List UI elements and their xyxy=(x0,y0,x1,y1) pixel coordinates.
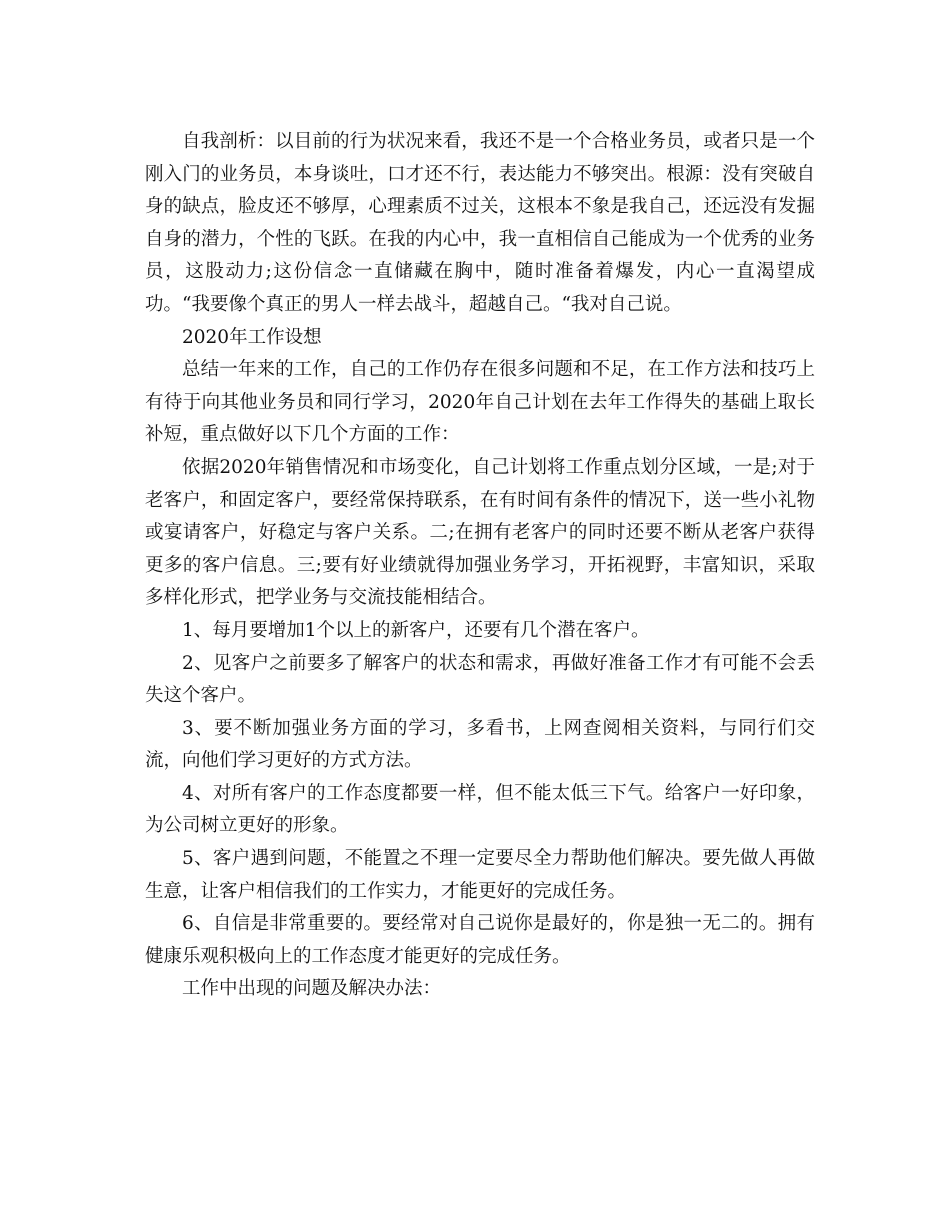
paragraph-year-summary: 总结一年来的工作，自己的工作仍存在很多问题和不足，在工作方法和技巧上有待于向其他业务员和同行学习，2020年自己计划在去年工作得失的基础上取长补短，重点做好以下几个方面的工作： xyxy=(145,359,815,446)
list-item-1: 1、每月要增加1个以上的新客户，还要有几个潜在客户。 xyxy=(182,619,650,641)
list-item-4: 4、对所有客户的工作态度都要一样，但不能太低三下气。给客户一好印象，为公司树立更好的形象。 xyxy=(145,782,815,837)
section-heading-problems: 工作中出现的问题及解决办法： xyxy=(182,978,442,1000)
list-item-3: 3、要不断加强业务方面的学习，多看书，上网查阅相关资料，与同行们交流，向他们学习更好的方式方法。 xyxy=(145,717,815,772)
list-item-2: 2、见客户之前要多了解客户的状态和需求，再做好准备工作才有可能不会丢失这个客户。 xyxy=(145,652,815,707)
paragraph-sales-plan: 依据2020年销售情况和市场变化，自己计划将工作重点划分区域，一是;对于老客户，和固定客户，要经常保持联系，在有时间有条件的情况下，送一些小礼物或宴请客户，好稳定与客户关系。二;在拥有老客户的同时还要不断从老客户获得更多的客户信息。三;要有好业绩就得加强业务学习，开拓视野，丰富知识，采取多样化形式，把学业务与交流技能相结合。 xyxy=(145,456,815,609)
list-item-6: 6、自信是非常重要的。要经常对自己说你是最好的，你是独一无二的。拥有健康乐观积极向上的工作态度才能更好的完成任务。 xyxy=(145,913,815,967)
section-heading-work-plan: 2020年工作设想 xyxy=(182,326,322,348)
document-body xyxy=(145,126,815,1006)
paragraph-self-analysis: 自我剖析：以目前的行为状况来看，我还不是一个合格业务员，或者只是一个刚入门的业务员，本身谈吐，口才还不行，表达能力不够突出。根源：没有突破自身的缺点，脸皮还不够厚，心理素质不过关，这根本不象是我自己，还远没有发掘自身的潜力，个性的飞跃。在我的内心中，我一直相信自己能成为一个优秀的业务员，这股动力;这份信念一直储藏在胸中，随时准备着爆发，内心一直渴望成功。“我要像个真正的男人一样去战斗，超越自己。“我对自己说。 xyxy=(145,131,815,315)
list-item-5: 5、客户遇到问题，不能置之不理一定要尽全力帮助他们解决。要先做人再做生意，让客户相信我们的工作实力，才能更好的完成任务。 xyxy=(145,848,815,902)
